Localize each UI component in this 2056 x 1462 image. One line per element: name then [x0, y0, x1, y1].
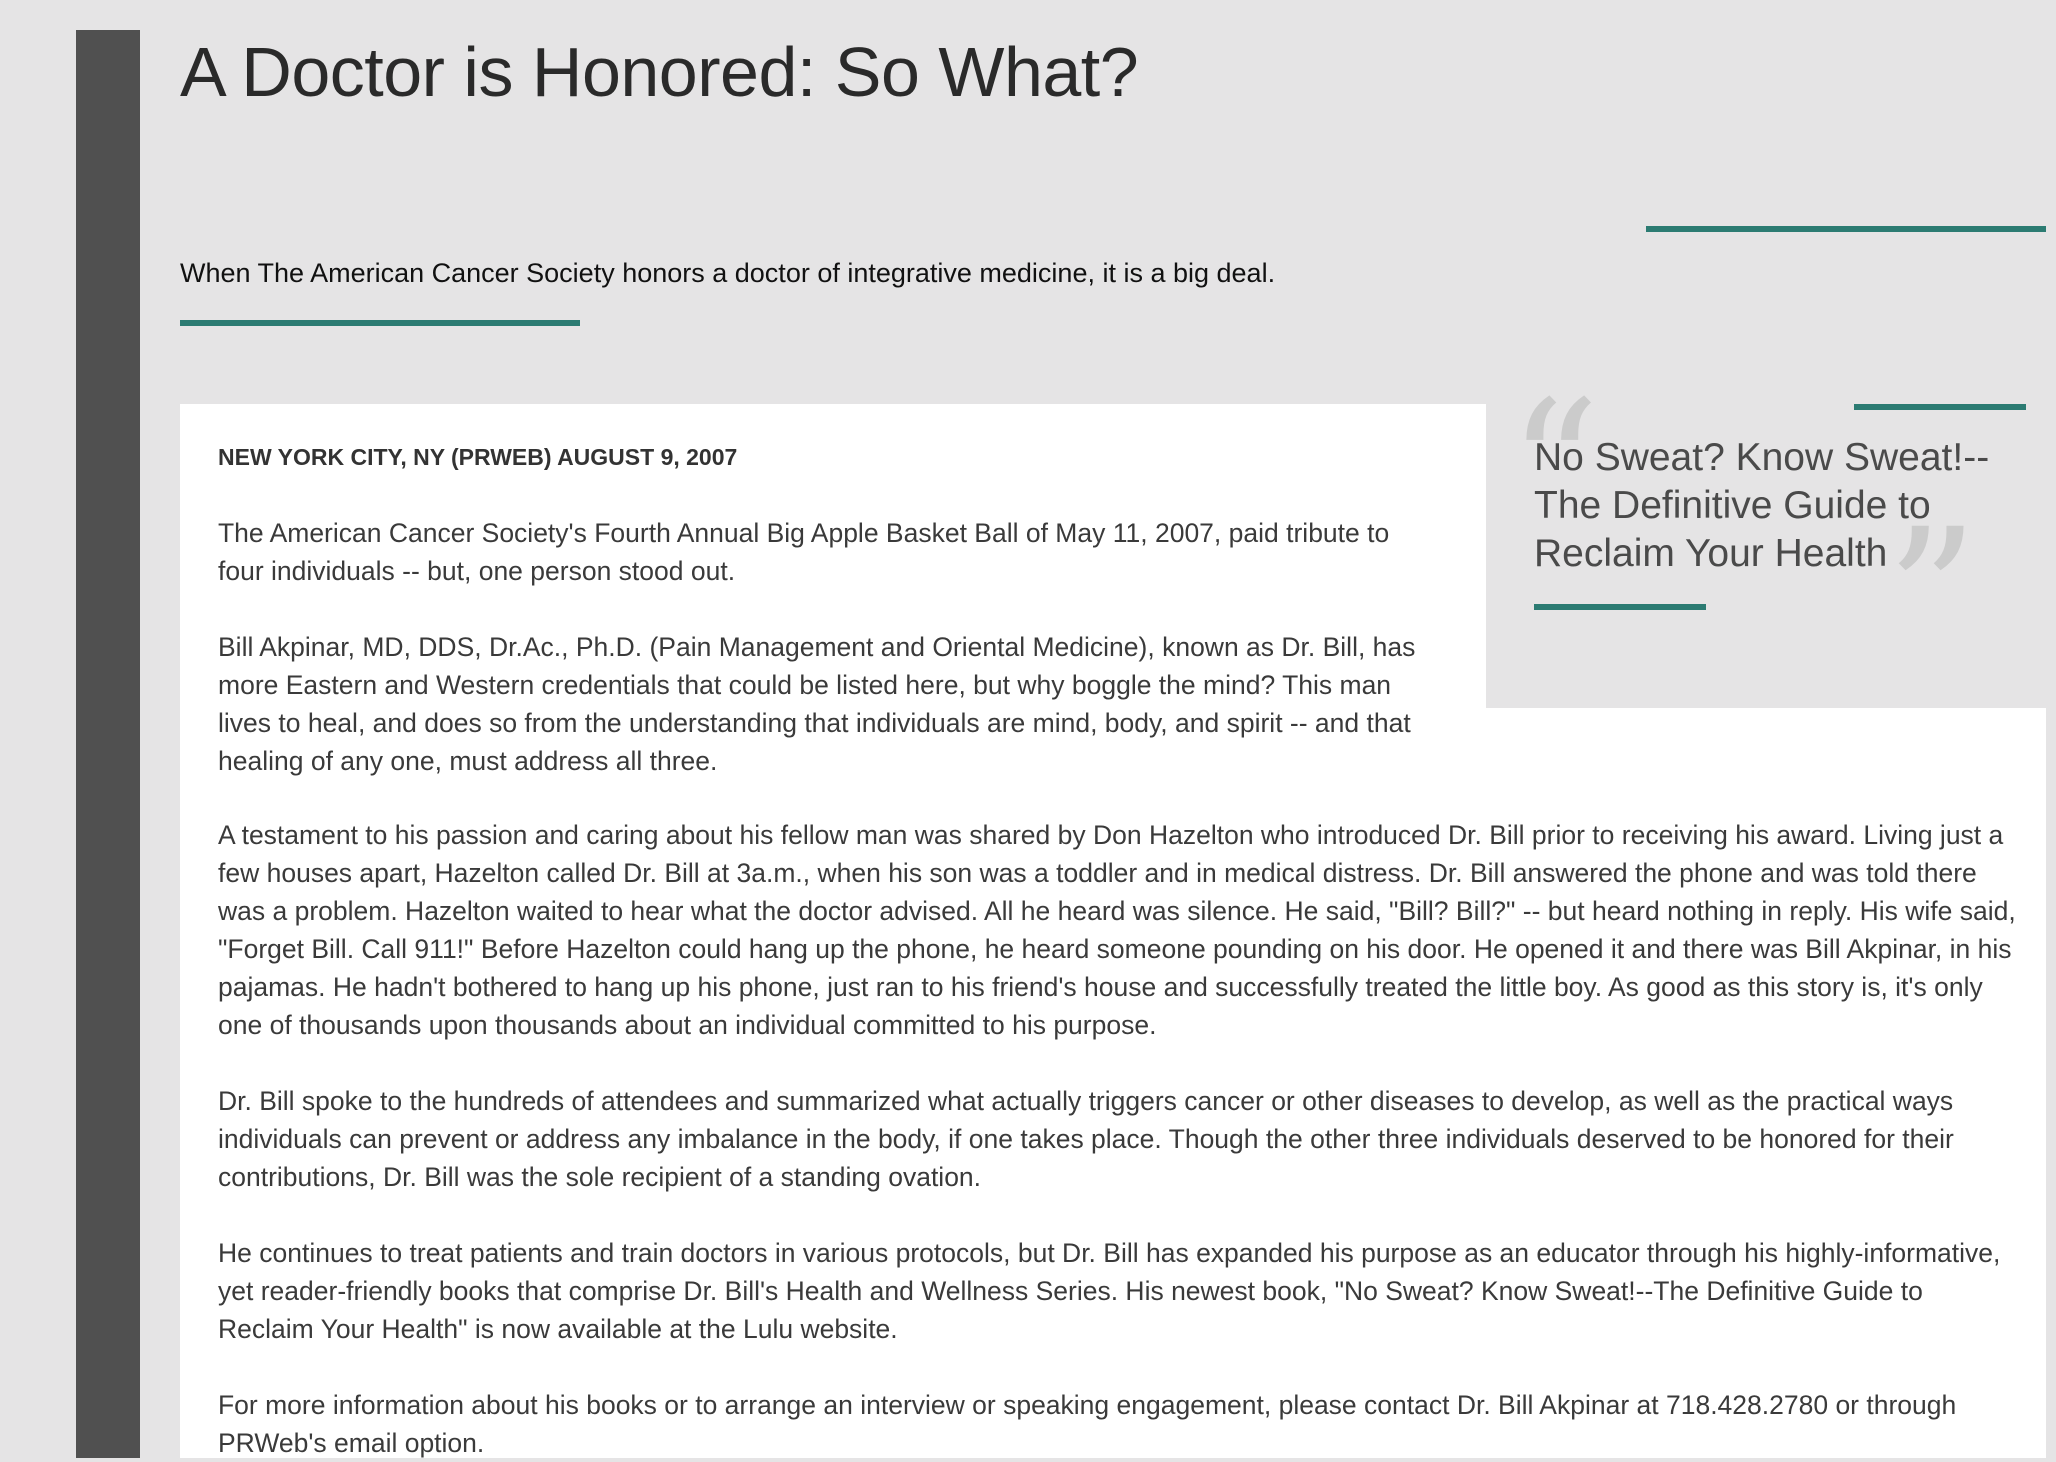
article-paragraph: Dr. Bill spoke to the hundreds of attendees and summarized what actually triggers cancer or other diseases to develop, as well as the practical ways individuals can prevent or address any imbalance in the body, if one takes place. Though the other three individuals deserved to be honored for their contributions, Dr. Bill was the sole recipient of a standing ovation. — [218, 1086, 1954, 1192]
open-quote-icon: “ — [1508, 363, 1601, 572]
article-paragraph: For more information about his books or to arrange an interview or speaking engagement, please contact Dr. Bill Akpinar at 718.428.2780 or through PRWeb's email option. — [218, 1390, 1957, 1458]
accent-divider-quote-top — [1854, 404, 2026, 410]
accent-divider-quote — [1534, 604, 1706, 610]
article-paragraph: A testament to his passion and caring about his fellow man was shared by Don Hazelton who introduced Dr. Bill prior to receiving his award. Living just a few houses apart, Hazelton called Dr. Bill at 3a.m., when his son was a toddler and in medical distress. Dr. Bill answered the phone and was told there was a problem. Hazelton waited to hear what the doctor advised. All he heard was silence. He said, "Bill? Bill?" -- but heard nothing in reply. His wife said, "Forget Bill. Call 911!" Before Hazelton could hang up the phone, he heard someone pounding on his door. He opened it and there was Bill Akpinar, in his pajamas. He hadn't bothered to hang up his phone, just ran to his friend's house and successfully treated the little boy. As good as this story is, it's only one of thousands upon thousands about an individual committed to his purpose. — [218, 820, 2016, 1040]
page-title: A Doctor is Honored: So What? — [180, 33, 1139, 111]
accent-divider-subtitle — [180, 320, 580, 326]
accent-divider-top-right — [1646, 226, 2046, 232]
article-paragraph: Bill Akpinar, MD, DDS, Dr.Ac., Ph.D. (Pain Management and Oriental Medicine), known as Dr. Bill, has more Eastern and Western credentials that could be listed here, but why boggle the mind? This man lives to heal, and does so from the understanding that individuals are mind, body, and spirit -- and that healing of any one, must address all three. — [218, 632, 1416, 776]
close-quote-icon: ” — [1886, 491, 1979, 700]
page-subtitle: When The American Cancer Society honors a doctor of integrative medicine, it is a big deal. — [180, 258, 1276, 288]
article-dateline: NEW YORK CITY, NY (PRWEB) AUGUST 9, 2007 — [218, 444, 738, 470]
article-paragraph: He continues to treat patients and train doctors in various protocols, but Dr. Bill has expanded his purpose as an educator through his highly-informative, yet reader-friendly books that comprise Dr. Bill's Health and Wellness Series. His newest book, "No Sweat? Know Sweat!--The Definitive Guide to Reclaim Your Health" is now available at the Lulu website. — [218, 1238, 2001, 1344]
left-side-bar — [76, 30, 140, 1458]
pull-quote-text: No Sweat? Know Sweat!--The Definitive Guide to Reclaim Your Health — [1534, 436, 1990, 575]
article-paragraph: The American Cancer Society's Fourth Annual Big Apple Basket Ball of May 11, 2007, paid tribute to four individuals -- but, one person stood out. — [218, 518, 1390, 586]
